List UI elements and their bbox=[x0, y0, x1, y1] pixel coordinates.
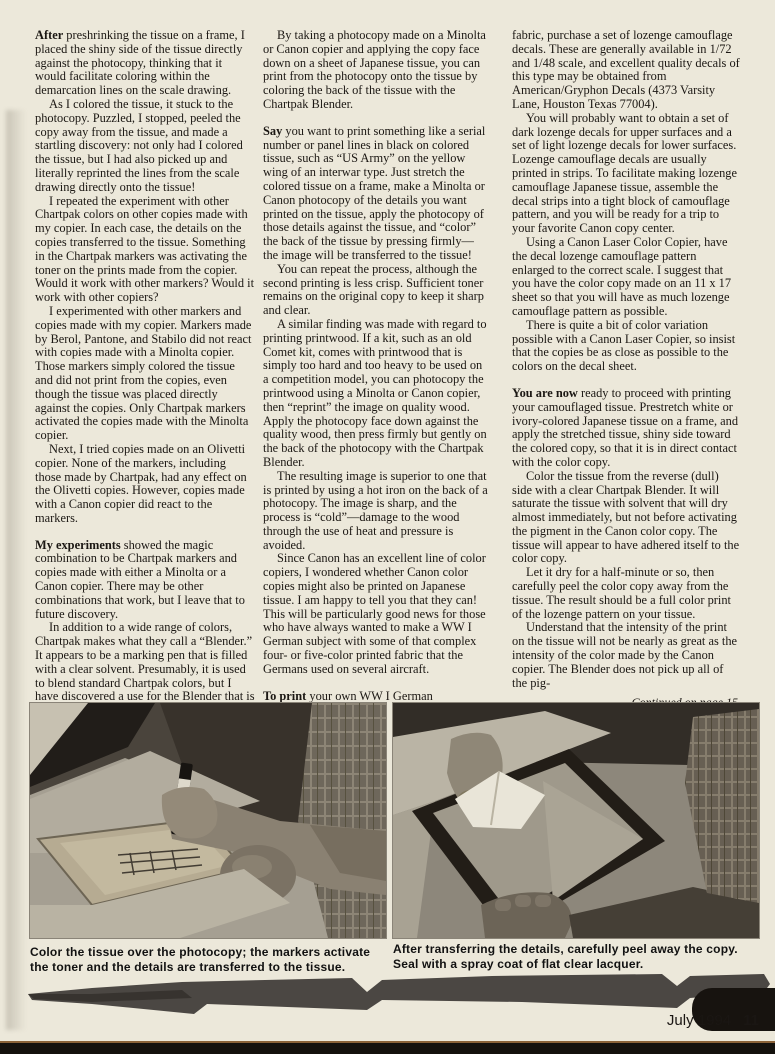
paragraph: I repeated the experiment with other Chartpak colors on other copies made with my copier. In each case, the details on the copies transferred to the tissue. Something in the Chartpak markers was activating the toner on the prints made from the copier. Would it work with other markers? Would it work with other copiers? bbox=[35, 193, 255, 305]
page-gutter-shadow bbox=[6, 110, 26, 1030]
text-column-2 bbox=[263, 29, 489, 717]
photo-coloring-tissue bbox=[30, 703, 386, 938]
paragraph: Since Canon has an excellent line of color copiers, I wondered whether Canon color copies might also be printed on Japanese tissue. I am happy to tell you that they can! This will be particularly good news for those who have always wanted to make a WW I German subject with some of that complex four- or five-color printed fabric that the Germans used on several aircraft. bbox=[263, 551, 486, 676]
paragraph: You can repeat the process, although the second printing is less crisp. Sufficient toner remains on the original copy to keep it sharp and clear. bbox=[263, 261, 484, 318]
paragraph-lead: Say bbox=[263, 123, 283, 138]
paragraph: A similar finding was made with regard to printing printwood. If a kit, such as an old Comet kit, comes with printwood that is simply too hard and too heavy to be used on a competition model, you can photocopy the printwood using a Minolta or Canon copier, then “reprint” the image on quality wood. Apply the photocopy face down against the quality wood, then press firmly but gently on the back of the photocopy with the Chartpak Blender. bbox=[263, 316, 487, 469]
page-footer bbox=[459, 1012, 759, 1029]
paragraph: Understand that the intensity of the print on the tissue will not be nearly as great as the intensity of the color made by the Canon copier. The Blender does not pick up all of the pig- bbox=[512, 620, 738, 690]
paragraph: Next, I tried copies made on an Olivetti copier. None of the markers, including those made by Chartpak, had any effect on the Olivetti copies. However, copies made with a Canon copier did react to the markers. bbox=[35, 441, 247, 525]
paragraph: As I colored the tissue, it stuck to the photocopy. Puzzled, I stopped, peeled the copy away from the tissue, and made a startling discovery: not only had I colored the tissue, but I had also picked up and literally reprinted the lines from the scale drawing directly onto the tissue! bbox=[35, 96, 243, 194]
paragraph: After preshrinking the tissue on a frame, I placed the shiny side of the tissue directly against the photocopy, thinking that it would facilitate coloring within the demarcation lines on the scale drawing. bbox=[35, 28, 245, 98]
paragraph: Using a Canon Laser Color Copier, have the decal lozenge camouflage pattern enlarged to the correct scale. I suggest that you have the color copy made on an 11 x 17 sheet so that you will have as much lozenge camouflage pattern as possible. bbox=[512, 234, 732, 318]
torn-rule-graphic bbox=[22, 970, 775, 1016]
bottom-black-strip bbox=[0, 1041, 775, 1054]
footer-issue-date: July 1994 bbox=[666, 1012, 732, 1029]
column-3-body bbox=[512, 29, 740, 690]
caption-right-photo: After transferring the details, carefully peel away the copy. Seal with a spray coat of flat clear lacquer. bbox=[393, 942, 738, 971]
photo-peeling-copy bbox=[393, 703, 759, 938]
paragraph: Say you want to print something like a serial number or panel lines in black on colored tissue, such as “US Army” on the yellow wing of an interwar type. Just stretch the colored tissue on a frame, make a Minolta or Canon photocopy of the details you want printed on the tissue, apply the photocopy of those details against the tissue, and “color” the back of the tissue by pressing firmly—the image will be transferred to the tissue! bbox=[263, 123, 486, 262]
paragraph-lead: After bbox=[35, 28, 64, 42]
paragraph: To print your own WW I German bbox=[263, 688, 433, 703]
paragraph: There is quite a bit of color variation possible with a Canon Laser Copier, so insist that the copies be as close as possible to the colors on the decal sheet. bbox=[512, 317, 736, 374]
paragraph: You will probably want to obtain a set of dark lozenge decals for upper surfaces and a set of light lozenge decals for lower surfaces. Lozenge camouflage decals are usually printed in strips. To facilitate making lozenge camouflage Japanese tissue, assemble the decal strips into a tight block of camouflage pattern, and you will be ready for a trip to your favorite Canon copy center. bbox=[512, 110, 737, 236]
text-column-3 bbox=[512, 29, 740, 710]
paragraph: I experimented with other markers and copies made with my copier. Markers made by Berol, Pantone, and Stabilo did not react with copies made with a Minolta copier. Those markers simply colored the tissue and did not print from the copies, even though the tissue was placed directly against the copies. Only Chartpak markers activated the copies made with the Minolta copier. bbox=[35, 303, 252, 443]
paragraph: You are now ready to proceed with printing your camouflaged tissue. Prestretch white or ivory-colored Japanese tissue on a frame, and apply the stretched tissue, shiny side toward the colored copy, so that it is in direct contact with the color copy. bbox=[512, 385, 739, 469]
paragraph-lead: My experiments bbox=[35, 537, 121, 552]
paragraph-lead: To print bbox=[263, 688, 307, 703]
photo-peeling-copy-art bbox=[393, 703, 759, 938]
paragraph: Color the tissue from the reverse (dull) side with a clear Chartpak Blender. It will saturate the tissue with solvent that will dry almost immediately, but not before activating the pigment in the Canon color copy. The tissue will appear to have adhered itself to the color copy. bbox=[512, 468, 740, 566]
photo-coloring-tissue-art bbox=[30, 703, 386, 938]
paragraph: Let it dry for a half-minute or so, then carefully peel the color copy away from the tissue. The result should be a full color print of the lozenge pattern on your tissue. bbox=[512, 565, 731, 621]
paragraph-lead: You are now bbox=[512, 385, 578, 400]
footer-page-number: 11 bbox=[743, 1012, 759, 1029]
paragraph: By taking a photocopy made on a Minolta or Canon copier and applying the copy face down on a sheet of Japanese tissue, you can print from the photocopy onto the tissue by coloring the back of the tissue with the Chartpak Blender. bbox=[263, 28, 486, 111]
caption-left-photo: Color the tissue over the photocopy; the markers activate the toner and the details are transferred to the tissue. bbox=[30, 945, 371, 974]
text-column-1 bbox=[35, 29, 255, 746]
paragraph: In addition to a wide range of colors, Chartpak makes what they call a “Blender.” It appears to be a marking pen that is filled with a clear solvent. Presumably, it is used to blend standard Chartpak colors, but I have discovered a use for the Blender that is bbox=[35, 620, 255, 704]
column-1-body bbox=[35, 29, 255, 746]
paragraph: The resulting image is superior to one that is printed by using a hot iron on the back of a photocopy. The image is sharp, and the process is “cold”—damage to the wood through the use of heat and pressure is avoided. bbox=[263, 468, 488, 552]
column-2-body bbox=[263, 29, 489, 717]
paragraph: My experiments showed the magic combination to be Chartpak markers and copies made with either a Minolta or a Canon copier. There may be other combinations that work, but I leave that to future discovery. bbox=[35, 537, 245, 621]
paragraph: fabric, purchase a set of lozenge camouflage decals. These are generally available in 1/72 and 1/48 scale, and excellent quality decals of this type may be obtained from American/Gryphon Decals (4373 Varsity Lane, Houston Texas 77004). bbox=[512, 28, 740, 111]
